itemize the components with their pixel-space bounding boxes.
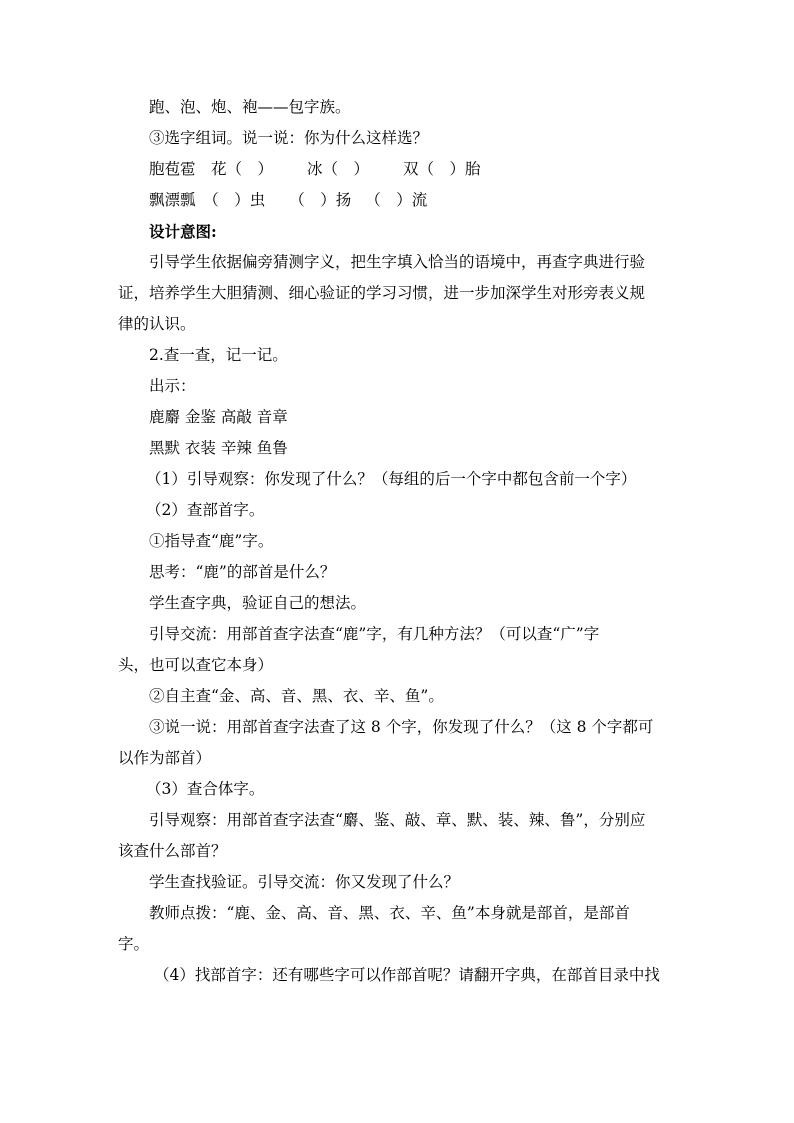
paragraph-line: 引导学生依据偏旁猜测字义，把生字填入恰当的语境中，再查字典进行验	[149, 253, 646, 271]
paragraph-line: 头，也可以查它本身）	[118, 656, 274, 674]
fill-blank-row-2	[118, 185, 678, 216]
paragraph-line: 引导交流：用部首查字法查“鹿”字，有几种方法？（可以查“广”字	[149, 625, 600, 643]
fill-blank-item: （ ）扬	[289, 191, 352, 209]
word-group-line: 黑默 衣装 辛辣 鱼鲁	[149, 439, 288, 457]
paragraph-line: 引导观察：用部首查字法查“麝、鉴、敲、章、默、装、辣、鲁”，分别应	[149, 811, 646, 829]
exercise-instruction: ③选字组词。说一说：你为什么这样选？	[149, 129, 429, 147]
fill-blank-item: 飘漂瓢 （ ）虫	[149, 191, 266, 209]
section-heading: 2.查一查，记一记。	[149, 346, 288, 364]
text-line: 学生查找验证。引导交流：你又发现了什么？	[149, 873, 460, 891]
document-body	[118, 92, 678, 991]
paragraph-line: 字。	[118, 935, 150, 953]
design-intent-heading: 设计意图:	[149, 222, 217, 241]
fill-blank-item: 胞苞雹 花（ ）	[149, 160, 274, 178]
fill-blank-item: （ ）流	[365, 191, 428, 209]
step-line: （3）查合体字。	[146, 780, 265, 798]
paragraph-line: 证，培养学生大胆猜测、细心验证的学习习惯，进一步加深学生对形旁表义规	[118, 284, 646, 302]
fill-blank-item: 冰（ ）	[307, 160, 370, 178]
paragraph-line: ③说一说：用部首查字法查了这 8 个字，你发现了什么？（这 8 个字都可	[149, 718, 654, 736]
text-line: 跑、泡、炮、袍——包字族。	[149, 98, 351, 116]
paragraph-line: 教师点拨：“鹿、金、高、音、黑、衣、辛、鱼”本身就是部首，是部首	[149, 904, 630, 922]
paragraph-line: 律的认识。	[118, 315, 196, 333]
fill-blank-row-1	[118, 154, 678, 185]
text-line: 出示：	[149, 377, 196, 395]
step-line: （1）引导观察：你发现了什么？（每组的后一个字中都包含前一个字）	[146, 470, 637, 488]
text-line: ②自主查“金、高、音、黑、衣、辛、鱼”。	[149, 687, 444, 705]
step-line: （4）找部首字：还有哪些字可以作部首呢？请翻开字典，在部首目录中找	[154, 966, 660, 984]
text-line: ①指导查“鹿”字。	[149, 532, 274, 550]
text-line: 学生查字典，验证自己的想法。	[149, 594, 367, 612]
word-group-line: 鹿麝 金鉴 高敲 音章	[149, 408, 288, 426]
fill-blank-item: 双（ ）胎	[403, 160, 481, 178]
text-line: 思考：“鹿”的部首是什么？	[149, 563, 336, 581]
paragraph-line: 该查什么部首？	[118, 842, 227, 860]
paragraph-line: 以作为部首）	[118, 749, 212, 767]
step-line: （2）查部首字。	[146, 501, 265, 519]
